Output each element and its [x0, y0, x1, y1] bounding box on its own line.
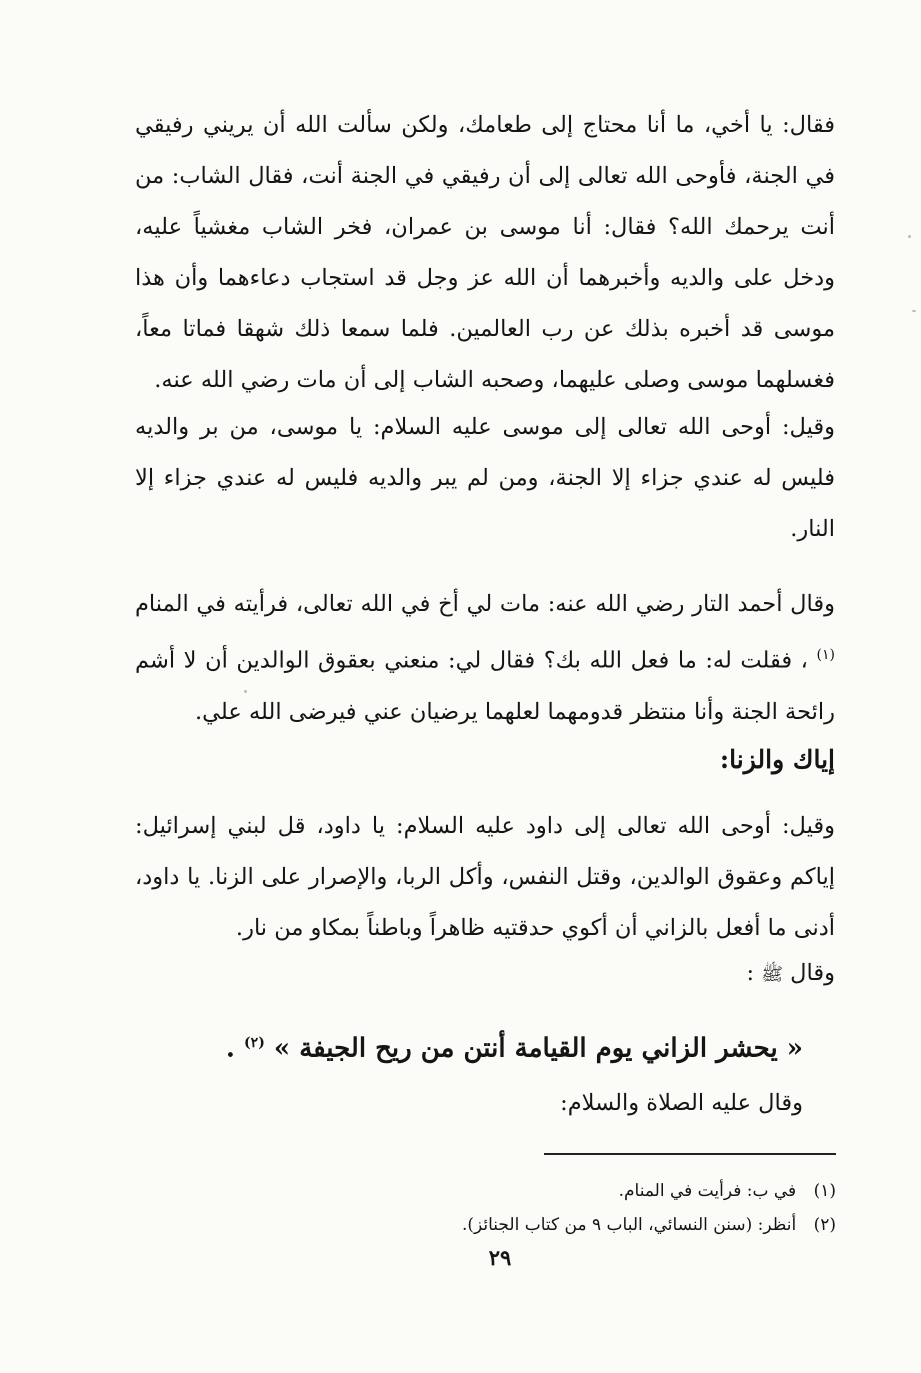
scan-speck: [244, 690, 247, 693]
paragraph-ahmad-dream: [135, 579, 835, 738]
paragraph-revelation-parents: [135, 402, 835, 555]
footnote-number: (٢): [813, 1215, 836, 1235]
hadith-quote: [135, 1020, 803, 1072]
paragraph-text: وقال أحمد التار رضي الله عنه: مات لي أخ في الله تعالى، فرأيته في المنام: [135, 591, 835, 617]
footnote-marker-2: (٢): [244, 1035, 265, 1051]
paragraph-text: :: [746, 960, 755, 986]
paragraph-prophet-said: [135, 948, 835, 1000]
footnote-number: (١): [813, 1181, 836, 1201]
paragraph-david-revelation: [135, 801, 835, 954]
scan-speck: [908, 235, 911, 238]
footnotes: [300, 1174, 836, 1242]
hadith-end: .: [225, 1033, 235, 1064]
footnote-text: في ب: فرأيت في المنام.: [618, 1181, 797, 1201]
scan-speck: [912, 310, 916, 312]
paragraph-text: وقال عليه الصلاة والسلام:: [560, 1090, 803, 1116]
paragraph-text: وقيل: أوحى الله تعالى إلى داود عليه السلام: يا داود، قل لبني إسرائيل: إياكم وعقوق الوالدين، وقتل النفس، وأكل الربا، والإصرار على الزنا. يا داود، أدنى ما أفعل بالزاني أن أكوي حدقتيه ظاهراً وباطناً بمكاو من نار.: [135, 813, 835, 941]
paragraph-prophet-said-2: [135, 1078, 803, 1129]
paragraph-text: وقيل: أوحى الله تعالى إلى موسى عليه السلام: يا موسى، من بر والديه فليس له عندي جزاء إلا الجنة، ومن لم يبر والديه فليس له عندي جزاء إلا النار.: [135, 414, 835, 542]
section-heading: إياك والزنا:: [719, 745, 835, 774]
paragraph-moses-companion: [135, 100, 835, 406]
paragraph-text: وقال: [790, 960, 835, 986]
footnote-2: [300, 1208, 836, 1242]
footnote-text: أنظر: (سنن النسائي، الباب ٩ من كتاب الجنائز).: [461, 1215, 797, 1235]
footnote-1: [300, 1174, 836, 1208]
honorific-glyph: ﷺ: [761, 964, 784, 985]
footnote-marker-1: (١): [816, 647, 836, 663]
paragraph-text: فقال: يا أخي، ما أنا محتاج إلى طعامك، ولكن سألت الله أن يريني رفيقي في الجنة، فأوحى الله تعالى إلى أن رفيقي في الجنة أنت، فقال الشاب: من أنت يرحمك الله؟ فقال: أنا موسى بن عمران، فخر الشاب مغشياً عليه، ودخل على والديه وأخبرهما أن الله عز وجل قد استجاب دعاءهما وأن هذا موسى قد أخبره بذلك عن رب العالمين. فلما سمعا ذلك شهقا فماتا معاً، فغسلهما موسى وصلى عليهما، وصحبه الشاب إلى أن مات رضي الله عنه.: [135, 112, 835, 393]
hadith-text: « يحشر الزاني يوم القيامة أنتن من ريح الجيفة »: [273, 1033, 803, 1064]
paragraph-text: ، فقلت له: ما فعل الله بك؟ فقال لي: منعني بعقوق الوالدين أن لا أشم رائحة الجنة وأنا منتظر قدومهما لعلهما يرضيان عني فيرضى الله علي.: [135, 647, 835, 725]
footnote-divider: [544, 1153, 836, 1155]
page-number: ٢٩: [488, 1245, 512, 1270]
